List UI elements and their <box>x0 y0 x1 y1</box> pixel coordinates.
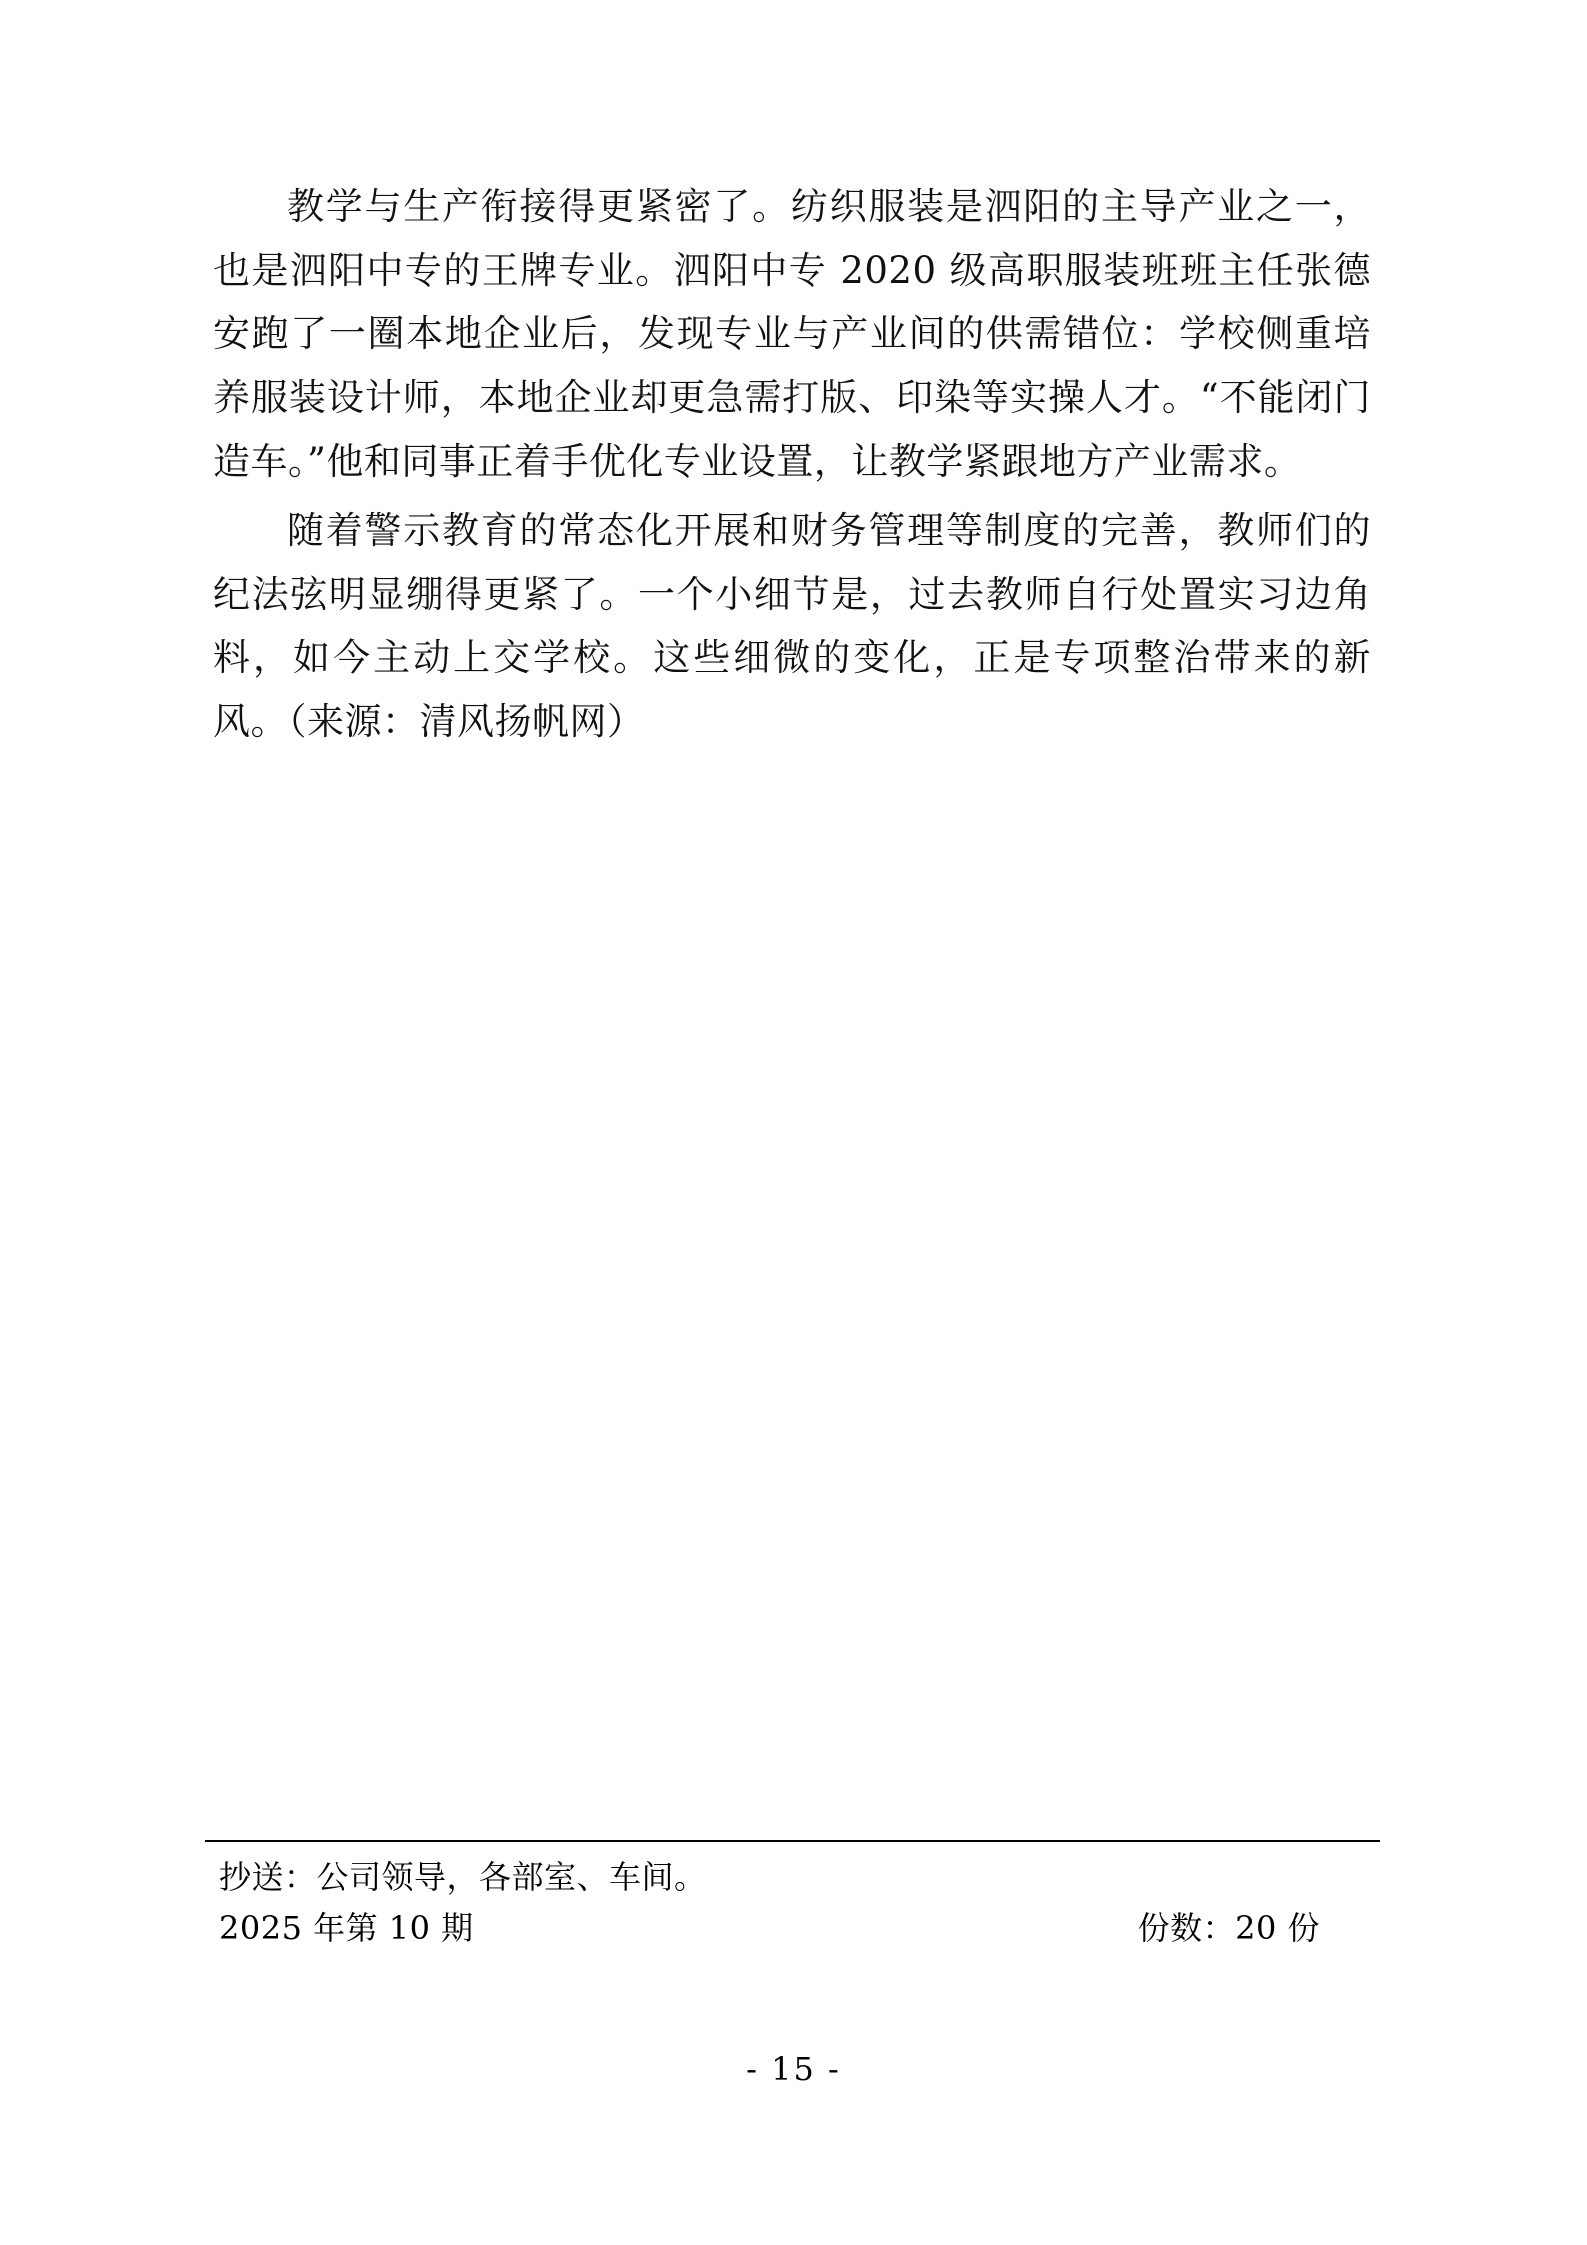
footer-meta-row <box>205 1903 1380 1954</box>
paragraph: 随着警示教育的常态化开展和财务管理等制度的完善，教师们的纪法弦明显绷得更紧了。一个小细节是，过去教师自行处置实习边角料，如今主动上交学校。这些细微的变化，正是专项整治带来的新风。（来源：清风扬帆网） <box>213 509 1371 743</box>
footer-issue: 2025 年第 10 期 <box>219 1909 474 1948</box>
document-footer <box>205 1840 1380 1954</box>
footer-distribution: 抄送：公司领导，各部室、车间。 <box>219 1858 707 1896</box>
paragraph: 教学与生产衔接得更紧密了。纺织服装是泗阳的主导产业之一，也是泗阳中专的王牌专业。泗阳中专 2020 级高职服装班班主任张德安跑了一圈本地企业后，发现专业与产业间的供需错位：学校侧重培养服装设计师，本地企业却更急需打版、印染等实操人才。“不能闭门造车。”他和同事正着手优化专业设置，让教学紧跟地方产业需求。 <box>213 185 1371 483</box>
document-body <box>213 175 1371 760</box>
footer-copies: 份数：20 份 <box>1137 1909 1320 1948</box>
page-number: - 15 - <box>746 2050 841 2088</box>
